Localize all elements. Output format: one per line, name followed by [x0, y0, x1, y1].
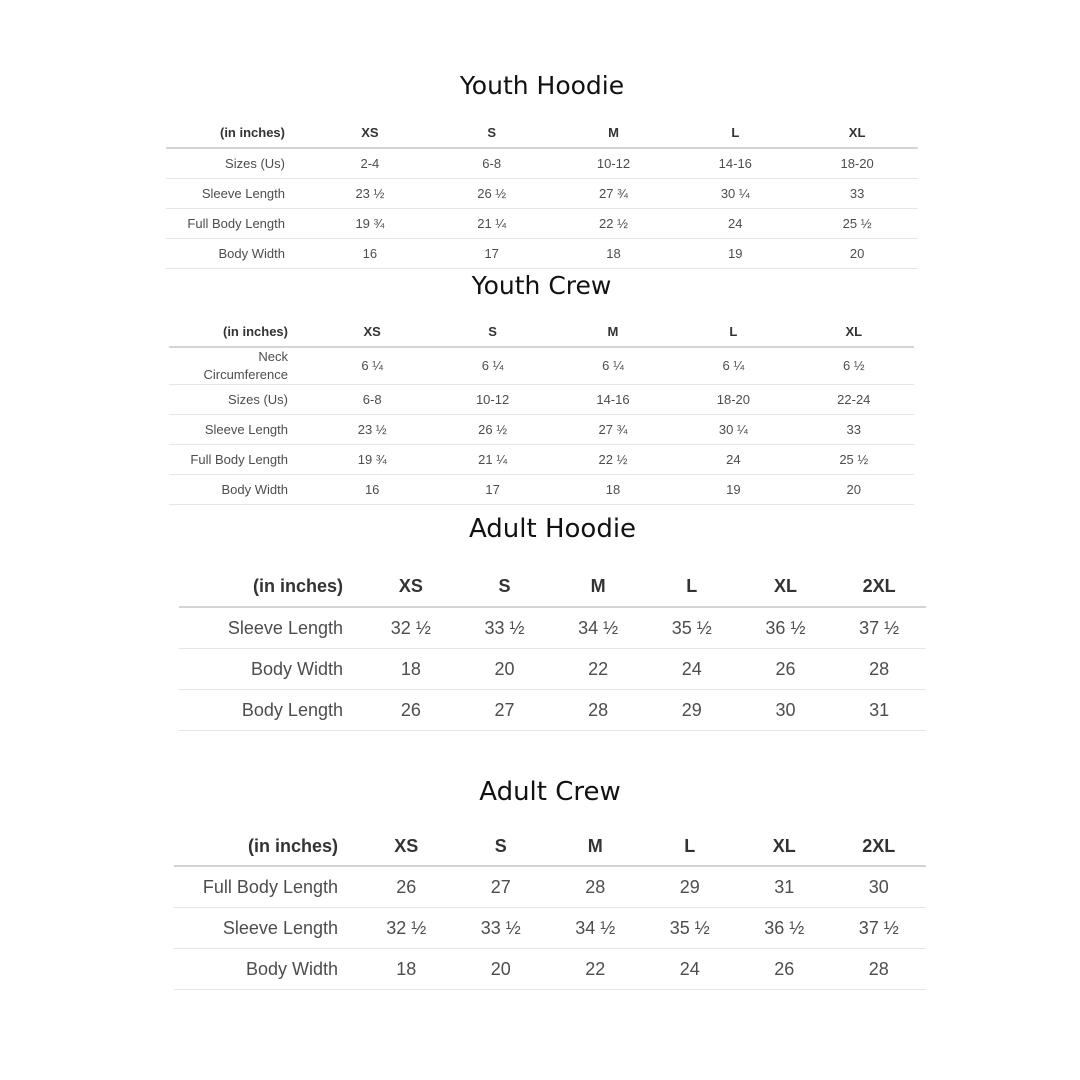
table-row [174, 866, 926, 908]
size-header-l: L [673, 316, 793, 347]
table-cell: 31 [737, 866, 832, 908]
table-cell: 31 [832, 690, 926, 731]
unit-label: (in inches) [174, 827, 359, 866]
table-cell: 19 [673, 475, 793, 505]
table-cell: 18 [364, 649, 458, 690]
table-row [166, 179, 918, 209]
size-header-2xl: 2XL [832, 566, 926, 607]
table-row [179, 690, 926, 731]
table-cell: 22-24 [794, 385, 914, 415]
table-cell: 10-12 [432, 385, 552, 415]
table-cell: 18-20 [796, 148, 918, 179]
table-row [169, 385, 914, 415]
table-cell: 28 [551, 690, 645, 731]
table-cell: 19 [674, 239, 796, 269]
table-header-row [174, 827, 926, 866]
table-cell: 2-4 [309, 148, 431, 179]
table-row [179, 649, 926, 690]
table-cell: 21 ¼ [432, 445, 552, 475]
youth-crew-title: Youth Crew [471, 271, 612, 300]
youth-crew-size-table [169, 316, 914, 505]
row-label: Neck Circumference [169, 347, 312, 385]
youth-hoodie-title: Youth Hoodie [459, 71, 625, 100]
table-cell: 29 [643, 866, 738, 908]
table-cell: 23 ½ [312, 415, 432, 445]
youth-hoodie-size-table [166, 117, 918, 269]
table-cell: 24 [673, 445, 793, 475]
table-header-row [179, 566, 926, 607]
table-cell: 27 [458, 690, 552, 731]
table-row [174, 908, 926, 949]
table-row [174, 949, 926, 990]
table-row [169, 347, 914, 385]
row-label: Full Body Length [169, 445, 312, 475]
size-header-m: M [553, 117, 675, 148]
row-label: Sleeve Length [166, 179, 309, 209]
table-cell: 24 [645, 649, 739, 690]
table-cell: 22 ½ [553, 445, 673, 475]
row-label: Sizes (Us) [169, 385, 312, 415]
size-header-xs: XS [359, 827, 454, 866]
adult-hoodie-size-table [179, 566, 926, 731]
table-cell: 34 ½ [548, 908, 643, 949]
table-cell: 27 ¾ [553, 415, 673, 445]
size-header-m: M [551, 566, 645, 607]
table-cell: 24 [643, 949, 738, 990]
table-cell: 33 ½ [454, 908, 549, 949]
table-cell: 26 [359, 866, 454, 908]
size-header-xl: XL [737, 827, 832, 866]
table-cell: 28 [548, 866, 643, 908]
table-cell: 29 [645, 690, 739, 731]
table-cell: 17 [432, 475, 552, 505]
table-cell: 21 ¼ [431, 209, 553, 239]
table-cell: 20 [796, 239, 918, 269]
table-cell: 25 ½ [794, 445, 914, 475]
table-cell: 35 ½ [645, 607, 739, 649]
table-row [166, 239, 918, 269]
table-cell: 16 [312, 475, 432, 505]
table-cell: 14-16 [553, 385, 673, 415]
table-cell: 26 [739, 649, 833, 690]
row-label: Body Length [179, 690, 364, 731]
size-header-s: S [458, 566, 552, 607]
table-cell: 6 ¼ [553, 347, 673, 385]
adult-crew-size-table [174, 827, 926, 990]
table-cell: 33 [796, 179, 918, 209]
adult-hoodie-title: Adult Hoodie [468, 514, 637, 544]
table-row [169, 415, 914, 445]
table-cell: 30 ¼ [673, 415, 793, 445]
table-header-row [169, 316, 914, 347]
table-cell: 26 [737, 949, 832, 990]
table-cell: 26 [364, 690, 458, 731]
table-row [169, 445, 914, 475]
table-cell: 20 [794, 475, 914, 505]
table-cell: 16 [309, 239, 431, 269]
table-cell: 33 [794, 415, 914, 445]
table-cell: 26 ½ [432, 415, 552, 445]
size-header-xl: XL [794, 316, 914, 347]
table-cell: 23 ½ [309, 179, 431, 209]
table-cell: 6 ¼ [432, 347, 552, 385]
size-header-s: S [431, 117, 553, 148]
table-cell: 24 [674, 209, 796, 239]
table-cell: 6-8 [431, 148, 553, 179]
table-cell: 22 ½ [553, 209, 675, 239]
table-cell: 19 ¾ [312, 445, 432, 475]
size-header-l: L [643, 827, 738, 866]
table-cell: 36 ½ [739, 607, 833, 649]
size-header-xs: XS [364, 566, 458, 607]
size-header-m: M [553, 316, 673, 347]
row-label: Body Width [179, 649, 364, 690]
table-cell: 6 ¼ [673, 347, 793, 385]
table-cell: 18 [359, 949, 454, 990]
size-header-l: L [645, 566, 739, 607]
table-row [166, 209, 918, 239]
table-cell: 32 ½ [359, 908, 454, 949]
table-cell: 36 ½ [737, 908, 832, 949]
table-cell: 19 ¾ [309, 209, 431, 239]
row-label: Full Body Length [166, 209, 309, 239]
table-cell: 30 [739, 690, 833, 731]
size-header-l: L [674, 117, 796, 148]
size-header-xs: XS [312, 316, 432, 347]
row-label: Full Body Length [174, 866, 359, 908]
row-label: Sleeve Length [179, 607, 364, 649]
row-label: Sleeve Length [174, 908, 359, 949]
row-label: Sleeve Length [169, 415, 312, 445]
table-cell: 27 ¾ [553, 179, 675, 209]
table-cell: 6 ½ [794, 347, 914, 385]
table-cell: 27 [454, 866, 549, 908]
table-cell: 6 ¼ [312, 347, 432, 385]
table-row [166, 148, 918, 179]
table-cell: 26 ½ [431, 179, 553, 209]
unit-label: (in inches) [169, 316, 312, 347]
table-cell: 28 [832, 649, 926, 690]
table-cell: 10-12 [553, 148, 675, 179]
row-label: Body Width [169, 475, 312, 505]
size-header-s: S [454, 827, 549, 866]
size-header-xs: XS [309, 117, 431, 148]
table-cell: 34 ½ [551, 607, 645, 649]
table-cell: 37 ½ [832, 908, 927, 949]
row-label: Body Width [166, 239, 309, 269]
unit-label: (in inches) [179, 566, 364, 607]
table-cell: 18 [553, 475, 673, 505]
table-cell: 32 ½ [364, 607, 458, 649]
table-cell: 22 [551, 649, 645, 690]
table-cell: 6-8 [312, 385, 432, 415]
table-cell: 35 ½ [643, 908, 738, 949]
table-row [179, 607, 926, 649]
table-cell: 37 ½ [832, 607, 926, 649]
table-cell: 17 [431, 239, 553, 269]
table-header-row [166, 117, 918, 148]
table-cell: 33 ½ [458, 607, 552, 649]
table-cell: 18-20 [673, 385, 793, 415]
table-cell: 22 [548, 949, 643, 990]
table-cell: 28 [832, 949, 927, 990]
table-cell: 30 [832, 866, 927, 908]
table-cell: 18 [553, 239, 675, 269]
table-cell: 20 [458, 649, 552, 690]
table-cell: 14-16 [674, 148, 796, 179]
size-header-xl: XL [739, 566, 833, 607]
table-cell: 30 ¼ [674, 179, 796, 209]
size-header-2xl: 2XL [832, 827, 927, 866]
row-label: Body Width [174, 949, 359, 990]
unit-label: (in inches) [166, 117, 309, 148]
adult-crew-title: Adult Crew [479, 777, 621, 807]
table-cell: 25 ½ [796, 209, 918, 239]
size-header-xl: XL [796, 117, 918, 148]
table-cell: 20 [454, 949, 549, 990]
row-label: Sizes (Us) [166, 148, 309, 179]
size-header-s: S [432, 316, 552, 347]
size-header-m: M [548, 827, 643, 866]
table-row [169, 475, 914, 505]
